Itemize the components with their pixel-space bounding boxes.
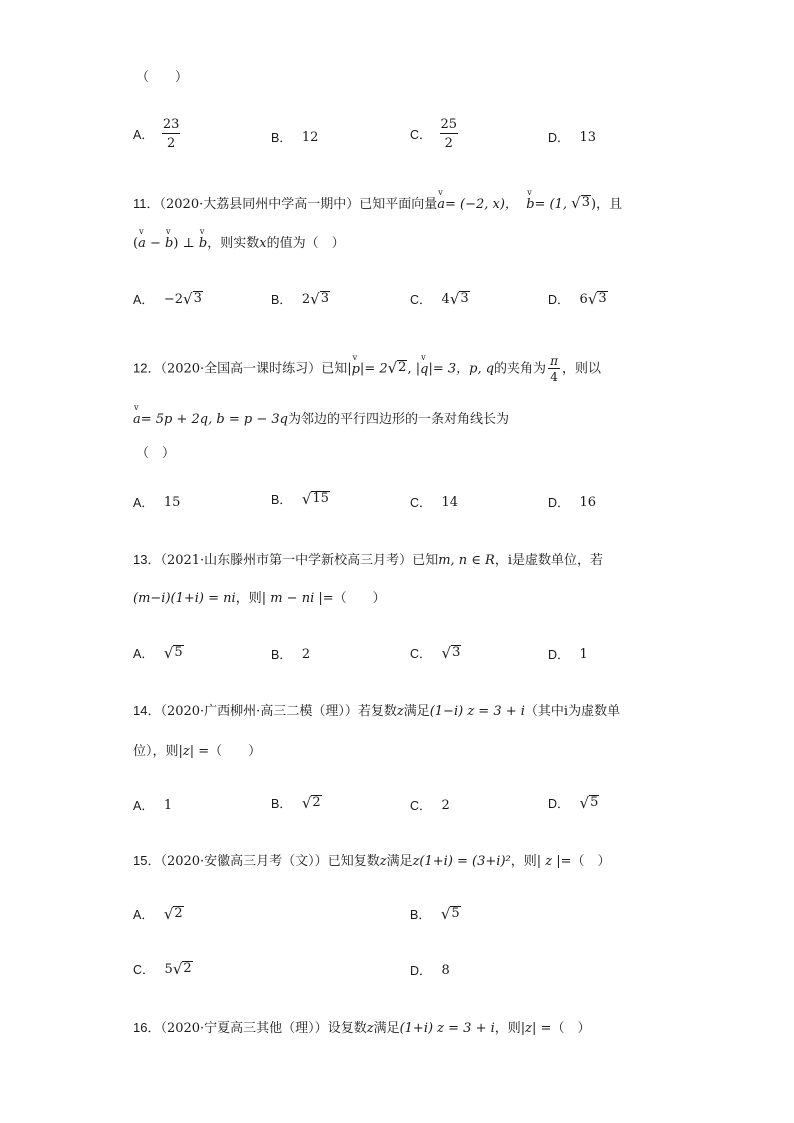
vector-b: v b bbox=[526, 197, 534, 212]
q11-option-a[interactable]: A． −2 √ 3 bbox=[133, 289, 202, 308]
q10-option-a[interactable] bbox=[133, 118, 180, 150]
option-label: A． bbox=[133, 128, 154, 142]
q13-option-b[interactable]: B． 2 bbox=[271, 646, 311, 662]
q14-option-a[interactable]: A． 1 bbox=[133, 797, 173, 813]
q13-option-a[interactable]: A． √ 5 bbox=[133, 643, 183, 662]
q15-stem: 15．（2020·安徽高三月考（文））已知复数z满足z(1+i) = (3+i)²，则| z |=（ ） bbox=[133, 853, 611, 869]
q10-answer-paren: （ ） bbox=[136, 70, 189, 85]
q12-option-d[interactable]: D． 16 bbox=[548, 494, 597, 510]
q12-option-b[interactable]: B． √ 15 bbox=[271, 489, 329, 508]
q13-stem-line2: (m−i)(1+i) = ni，则| m − ni |=（ ） bbox=[133, 591, 386, 606]
q12-option-a[interactable]: A． 15 bbox=[133, 494, 181, 510]
q13-option-c[interactable]: C． √ 3 bbox=[410, 643, 461, 662]
q12-stem-line2: v a= 5p + 2q, b = p − 3q为邻边的平行四边形的一条对角线长为 bbox=[133, 408, 509, 427]
q11-stem-line1: 11．（2020·大荔县同州中学高一期中）已知平面向量v a= (−2, x)， v b= (1, √ 3 )，且 bbox=[133, 193, 622, 212]
q14-option-d[interactable]: D． √ 5 bbox=[548, 793, 599, 812]
vector-a: v a bbox=[437, 197, 445, 212]
q15-option-c[interactable]: C． 5 √ 2 bbox=[133, 959, 192, 978]
q14-stem-line1: 14．（2020·广西柳州·高三二模（理））若复数z满足(1−i) z = 3 + i（其中i为虚数单 bbox=[133, 703, 621, 719]
q11-option-d[interactable]: D． 6 √ 3 bbox=[548, 289, 607, 308]
q10-option-b[interactable]: B． 12 bbox=[271, 129, 319, 145]
q12-answer-paren: （ ） bbox=[136, 446, 176, 461]
q14-option-c[interactable]: C． 2 bbox=[410, 797, 450, 813]
q15-option-b[interactable]: B． √ 5 bbox=[410, 904, 460, 923]
q13-option-d[interactable]: D． 1 bbox=[548, 646, 588, 662]
q16-stem: 16．（2020·宁夏高三其他（理））设复数z满足(1+i) z = 3 + i，则|z| =（ ） bbox=[133, 1020, 591, 1036]
q12-stem-line1: 12．（2020·全国高一课时练习）已知|v p|= 2 √ 2 , |v q|= 3，p, q的夹角为 $\frac{\pi}{4}$ ，则以 bbox=[133, 355, 601, 383]
q10-option-c[interactable]: C． $\frac{25}{2}$ bbox=[410, 117, 458, 151]
q12-option-c[interactable]: C． 14 bbox=[410, 494, 459, 510]
q15-option-d[interactable]: D． 8 bbox=[410, 962, 450, 978]
q11-option-b[interactable]: B． 2 √ 3 bbox=[271, 289, 329, 308]
q11-stem-line2: (v a − v b) ⊥ v b，则实数x的值为（ ） bbox=[133, 232, 345, 251]
sqrt: √ 3 bbox=[571, 194, 591, 212]
fraction: $\frac{25}{2}$ bbox=[440, 117, 458, 151]
pi-over-4: $\frac{\pi}{4}$ bbox=[550, 354, 558, 384]
q10-option-d[interactable]: D． 13 bbox=[548, 129, 597, 145]
q13-stem-line1: 13．（2021·山东滕州市第一中学新校高三月考）已知m, n ∈ R，i是虚数单位，若 bbox=[133, 552, 604, 568]
fraction: $\frac{23}{2}$ bbox=[162, 117, 180, 151]
question-source: （2020·大荔县同州中学高一期中） bbox=[159, 197, 360, 212]
question-number: 11． bbox=[133, 196, 160, 211]
q14-option-b[interactable]: B． √ 2 bbox=[271, 793, 321, 812]
q15-option-a[interactable]: A． √ 2 bbox=[133, 904, 183, 923]
q14-stem-line2: 位），则|z| =（ ） bbox=[133, 744, 262, 759]
q11-option-c[interactable]: C． 4 √ 3 bbox=[410, 289, 469, 308]
